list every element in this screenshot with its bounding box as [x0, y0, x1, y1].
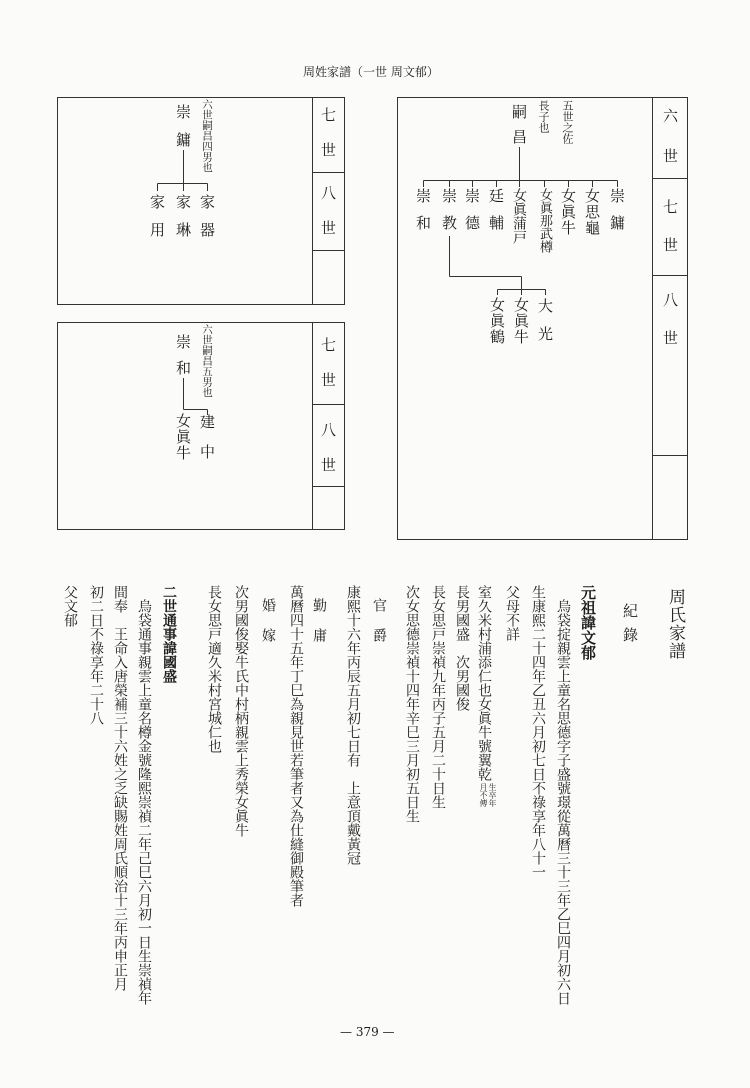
- record-line: 父文郁: [62, 585, 78, 627]
- generation-label: 七世: [319, 337, 337, 407]
- record-line: 間奉 王命入唐榮補三十六姓之乏缺賜姓周氏順治十三年丙申正月: [112, 585, 128, 991]
- record-title: 周氏家譜: [665, 588, 685, 660]
- generation-label: 八世: [661, 292, 679, 368]
- grandchild-name: 大光: [536, 298, 554, 354]
- page-header-title: 周姓家譜（一世 周文郁）: [303, 65, 439, 79]
- grandchild-name: 女眞鶴: [488, 297, 506, 345]
- record-line: 生康熙二十四年乙丑六月初七日不祿享年八十一: [530, 585, 546, 879]
- record-subheading: 勤 庸: [311, 598, 327, 643]
- record-line: 初二日不祿享年二十八: [88, 585, 104, 725]
- record-line: 長女思戸適久米村宮城仁也: [206, 585, 222, 753]
- record-line-text: 室久米村浦添仁也女眞牛號翼乾: [476, 585, 492, 781]
- generation-label: 七世: [661, 199, 679, 275]
- generation-label: 八世: [319, 185, 337, 255]
- record-section-heading: 紀錄: [621, 603, 639, 651]
- child-name: 女思龜: [583, 188, 601, 236]
- record-line: 烏袋掟親雲上童名思德字子盛號璟從萬曆三十三年乙巳四月初六日: [555, 599, 571, 1005]
- annotation-line: 月不傳: [479, 783, 488, 807]
- inline-annotation: [479, 783, 497, 807]
- page-number: — 379 —: [340, 1025, 395, 1039]
- grandchild-name: 女眞牛: [512, 297, 530, 345]
- record-line: 長男國盛 次男國俊: [454, 585, 470, 711]
- child-name: 崇和: [414, 188, 432, 242]
- child-name: 女眞牛: [559, 188, 577, 236]
- child-name: 女眞蒲戸: [511, 188, 527, 244]
- child-name: 女眞牛: [174, 413, 192, 461]
- child-name: 崇德: [463, 188, 481, 242]
- lineage-note: 五世之佐: [561, 100, 574, 144]
- generation-label: 六世: [661, 108, 679, 188]
- lineage-note: 六世嗣昌五男也: [201, 324, 213, 398]
- record-line: 次男國俊娶牛氏中村柄親雲上秀榮女眞牛: [233, 585, 249, 837]
- child-name: 崇教: [440, 188, 458, 242]
- child-name: 崇鏞: [608, 188, 626, 242]
- annotation-line: 生卒年: [488, 783, 497, 807]
- child-name: 建中: [198, 414, 216, 474]
- child-name: 家琳: [174, 194, 192, 250]
- generation-label: 七世: [319, 107, 337, 177]
- child-name: 家用: [148, 194, 166, 250]
- child-name: 廷輔: [487, 188, 505, 242]
- record-line: 康熙十六年丙辰五月初七日有 上意頂戴黃冠: [345, 585, 361, 865]
- record-line: 父母不詳: [504, 585, 520, 641]
- record-subheading: 婚 嫁: [260, 598, 276, 643]
- record-line: [476, 585, 497, 807]
- record-subheading: 官 爵: [371, 598, 387, 643]
- lineage-note: 長子也: [537, 100, 550, 133]
- child-name: 家器: [198, 194, 216, 250]
- generation-heading: 元祖諱文郁: [579, 585, 597, 660]
- lineage-note: 六世嗣昌四男也: [201, 99, 213, 173]
- parent-name: 崇鏞: [174, 104, 192, 160]
- record-line: 烏袋通事親雲上童名樽金號隆熙崇禎二年己巳六月初一日生崇禎年: [136, 599, 152, 1005]
- parent-name: 崇和: [174, 334, 192, 386]
- generation-heading: 二世通事諱國盛: [161, 585, 177, 683]
- record-line: 萬曆四十五年丁巳為親見世若筆者又為仕縫御殿筆者: [288, 585, 304, 907]
- record-line: 長女思戸崇禎九年丙子五月二十日生: [430, 585, 446, 809]
- generation-label: 八世: [319, 422, 337, 492]
- child-name: 女眞那武樽: [537, 188, 552, 253]
- record-line: 次女思德崇禎十四年辛巳三月初五日生: [404, 585, 420, 823]
- parent-name: 嗣昌: [510, 104, 528, 154]
